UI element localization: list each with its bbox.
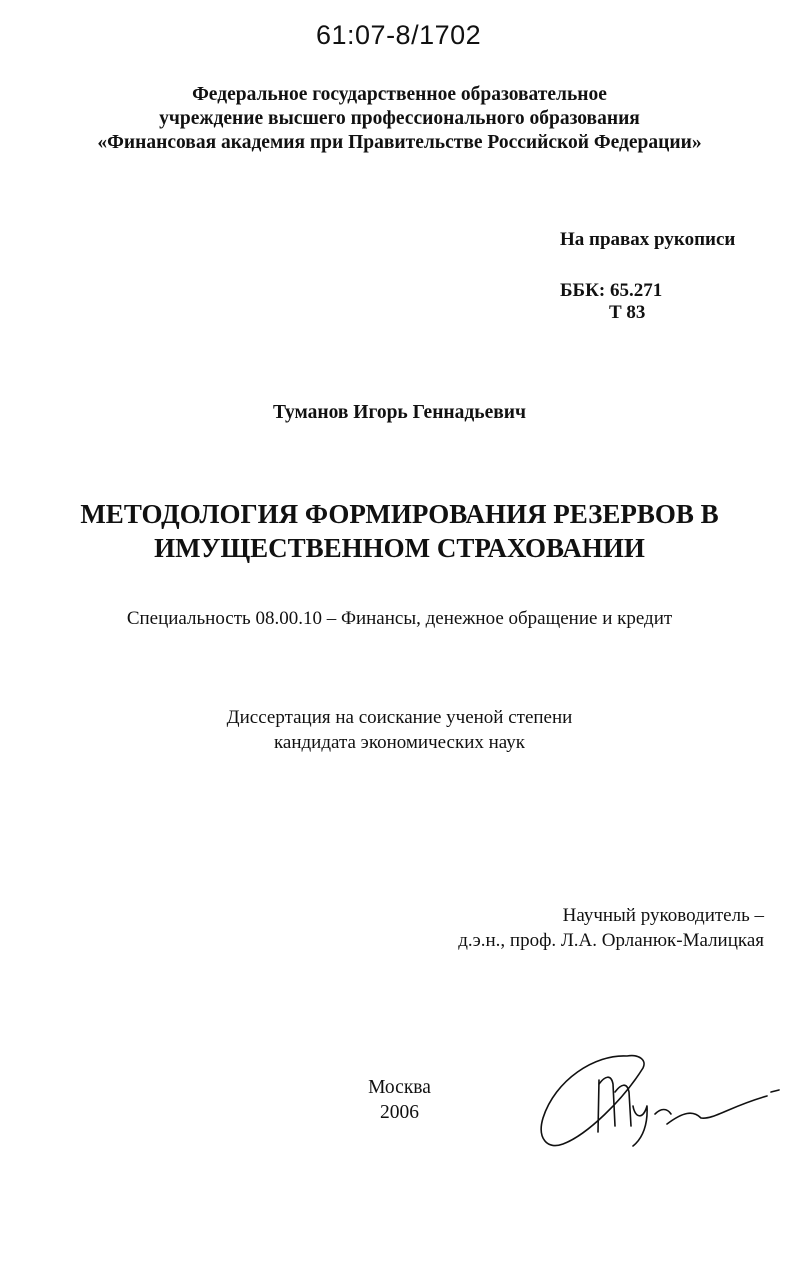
- manuscript-rights-note: На правах рукописи: [560, 229, 736, 250]
- title-line-2: ИМУЩЕСТВЕННОМ СТРАХОВАНИИ: [154, 533, 645, 563]
- degree-line-2: кандидата экономических наук: [273, 732, 526, 753]
- year: 2006: [380, 1102, 419, 1123]
- institution-block: [0, 83, 799, 155]
- advisor-role: Научный руководитель –: [562, 905, 764, 926]
- institution-line-3: «Финансовая академия при Правительстве Российской Федерации»: [97, 132, 702, 153]
- author-name: Туманов Игорь Геннадьевич: [272, 402, 527, 423]
- specialty-line: Специальность 08.00.10 – Финансы, денежное обращение и кредит: [126, 608, 673, 629]
- bbk-author-mark: Т 83: [609, 302, 646, 323]
- institution-line-1: Федеральное государственное образовательное: [192, 84, 607, 105]
- archive-code-stamp: 61:07-8/1702: [316, 20, 482, 50]
- bbk-classification: [560, 280, 662, 302]
- institution-line-2: учреждение высшего профессионального образования: [159, 108, 640, 129]
- degree-line-1: Диссертация на соискание ученой степени: [226, 707, 573, 728]
- advisor-name: д.э.н., проф. Л.А. Орланюк-Малицкая: [458, 930, 764, 951]
- degree-statement: [0, 705, 799, 755]
- bbk-label: ББК:: [560, 280, 606, 301]
- city: Москва: [368, 1077, 431, 1098]
- title-line-1: МЕТОДОЛОГИЯ ФОРМИРОВАНИЯ РЕЗЕРВОВ В: [80, 499, 719, 529]
- bbk-code: 65.271: [609, 280, 663, 301]
- dissertation-title: [0, 497, 799, 565]
- handwritten-signature: [535, 1040, 785, 1160]
- scientific-advisor: [458, 903, 764, 953]
